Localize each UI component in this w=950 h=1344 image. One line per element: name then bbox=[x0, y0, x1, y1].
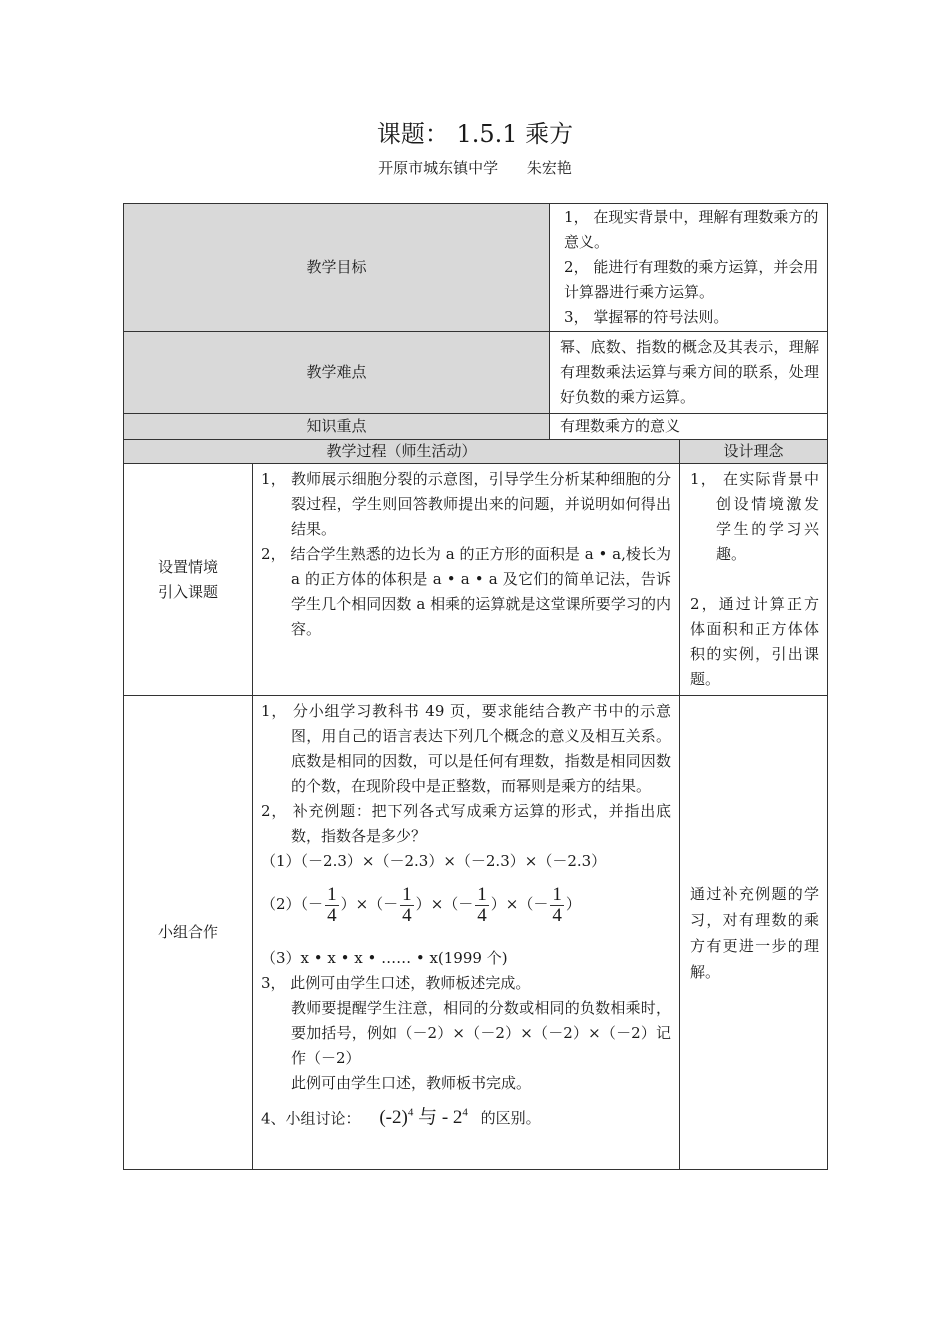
intro-concept-1: 1， 在实际背景中创设情境激发学生的学习兴趣。 bbox=[690, 470, 820, 563]
intro-item: 1， 教师展示细胞分裂的示意图，引导学生分析某种细胞的分裂过程，学生则回答教师提出来的问题，并说明如何得出结果。 bbox=[261, 470, 672, 538]
group-note-2: 此例可由学生口述，教师板书完成。 bbox=[291, 1074, 532, 1092]
fraction: $\frac{1}{4}$ bbox=[552, 883, 562, 926]
group-item-4: 4、小组讨论： $(-2)^4$ 与 - $2^4$ 的区别。 bbox=[261, 1107, 541, 1129]
fraction: $\frac{1}{4}$ bbox=[402, 883, 412, 926]
group-label: 小组合作 bbox=[124, 696, 253, 1170]
difficulty-label: 教学难点 bbox=[124, 332, 550, 414]
group-item-1: 1， 分小组学习教科书 49 页，要求能结合教产书中的示意图，用自己的语言表达下列几个概念的意义及相互关系。底数是相同的因数，可以是任何有理数，指数是相同因数的个数，在现阶段中是正整数，而幂则是乘方的结果。 bbox=[261, 702, 672, 795]
page-title: 课题： 1.5.1 乘方 bbox=[376, 120, 574, 148]
goal-item: 2， 能进行有理数的乘方运算，并会用计算器进行乘方运算。 bbox=[564, 258, 819, 301]
group-row bbox=[124, 696, 828, 1170]
intro-row bbox=[124, 464, 828, 696]
fraction: $\frac{1}{4}$ bbox=[327, 883, 337, 926]
goal-item: 3， 掌握幂的符号法则。 bbox=[564, 308, 729, 326]
goals-row bbox=[124, 204, 828, 332]
key-label: 知识重点 bbox=[124, 414, 550, 440]
difficulty-row bbox=[124, 332, 828, 414]
example-2: （2）（－ $\frac{1}{4}$ ）×（－ $\frac{1}{4}$ ）×（－ $\frac{1}{4}$ ）×（－ $\frac{1}{4}$ ） bbox=[261, 883, 581, 926]
byline bbox=[0, 157, 950, 178]
group-item-3: 3， 此例可由学生口述，教师板述完成。 bbox=[261, 974, 531, 992]
key-text: 有理数乘方的意义 bbox=[550, 414, 828, 440]
lesson-plan-table bbox=[123, 203, 828, 1170]
power-expression: $(-2)^4$ 与 - $2^4$ bbox=[379, 1107, 468, 1129]
key-row bbox=[124, 414, 828, 440]
school-name: 开原市城东镇中学 bbox=[378, 159, 499, 177]
goals-content bbox=[550, 204, 828, 332]
goal-item: 1， 在现实背景中，理解有理数乘方的意义。 bbox=[564, 208, 819, 251]
goals-label: 教学目标 bbox=[124, 204, 550, 332]
intro-concept bbox=[680, 464, 828, 696]
section-header-row bbox=[124, 440, 828, 464]
example-3: （3）x • x • x • …… • x(1999 个) bbox=[261, 949, 508, 967]
example-1: （1）（－2.3）×（－2.3）×（－2.3）×（－2.3） bbox=[261, 852, 607, 870]
group-process bbox=[253, 696, 680, 1170]
concept-header: 设计理念 bbox=[680, 440, 828, 464]
intro-item: 2， 结合学生熟悉的边长为 a 的正方形的面积是 a • a,棱长为 a 的正方体的体积是 a • a • a 及它们的简单记法，告诉学生几个相同因数 a 相乘的运算就是这堂课所要学习的内容。 bbox=[261, 545, 672, 638]
difficulty-text: 幂、底数、指数的概念及其表示，理解有理数乘法运算与乘方间的联系，处理好负数的乘方运算。 bbox=[550, 332, 828, 414]
fraction: $\frac{1}{4}$ bbox=[477, 883, 487, 926]
group-item-2: 2， 补充例题：把下列各式写成乘方运算的形式，并指出底数，指数各是多少？ bbox=[261, 802, 672, 845]
intro-concept-2: 2，通过计算正方体面积和正方体体积的实例，引出课题。 bbox=[690, 595, 820, 688]
intro-label: 设置情境 引入课题 bbox=[124, 464, 253, 696]
group-concept: 通过补充例题的学习，对有理数的乘方有更进一步的理解。 bbox=[680, 696, 828, 1170]
author-name: 朱宏艳 bbox=[526, 159, 572, 177]
group-note-1: 教师要提醒学生注意，相同的分数或相同的负数相乘时，要加括号，例如（－2）×（－2）×（－2）×（－2）记作（－2） bbox=[291, 999, 672, 1067]
process-header: 教学过程（师生活动） bbox=[124, 440, 680, 464]
intro-process bbox=[253, 464, 680, 696]
